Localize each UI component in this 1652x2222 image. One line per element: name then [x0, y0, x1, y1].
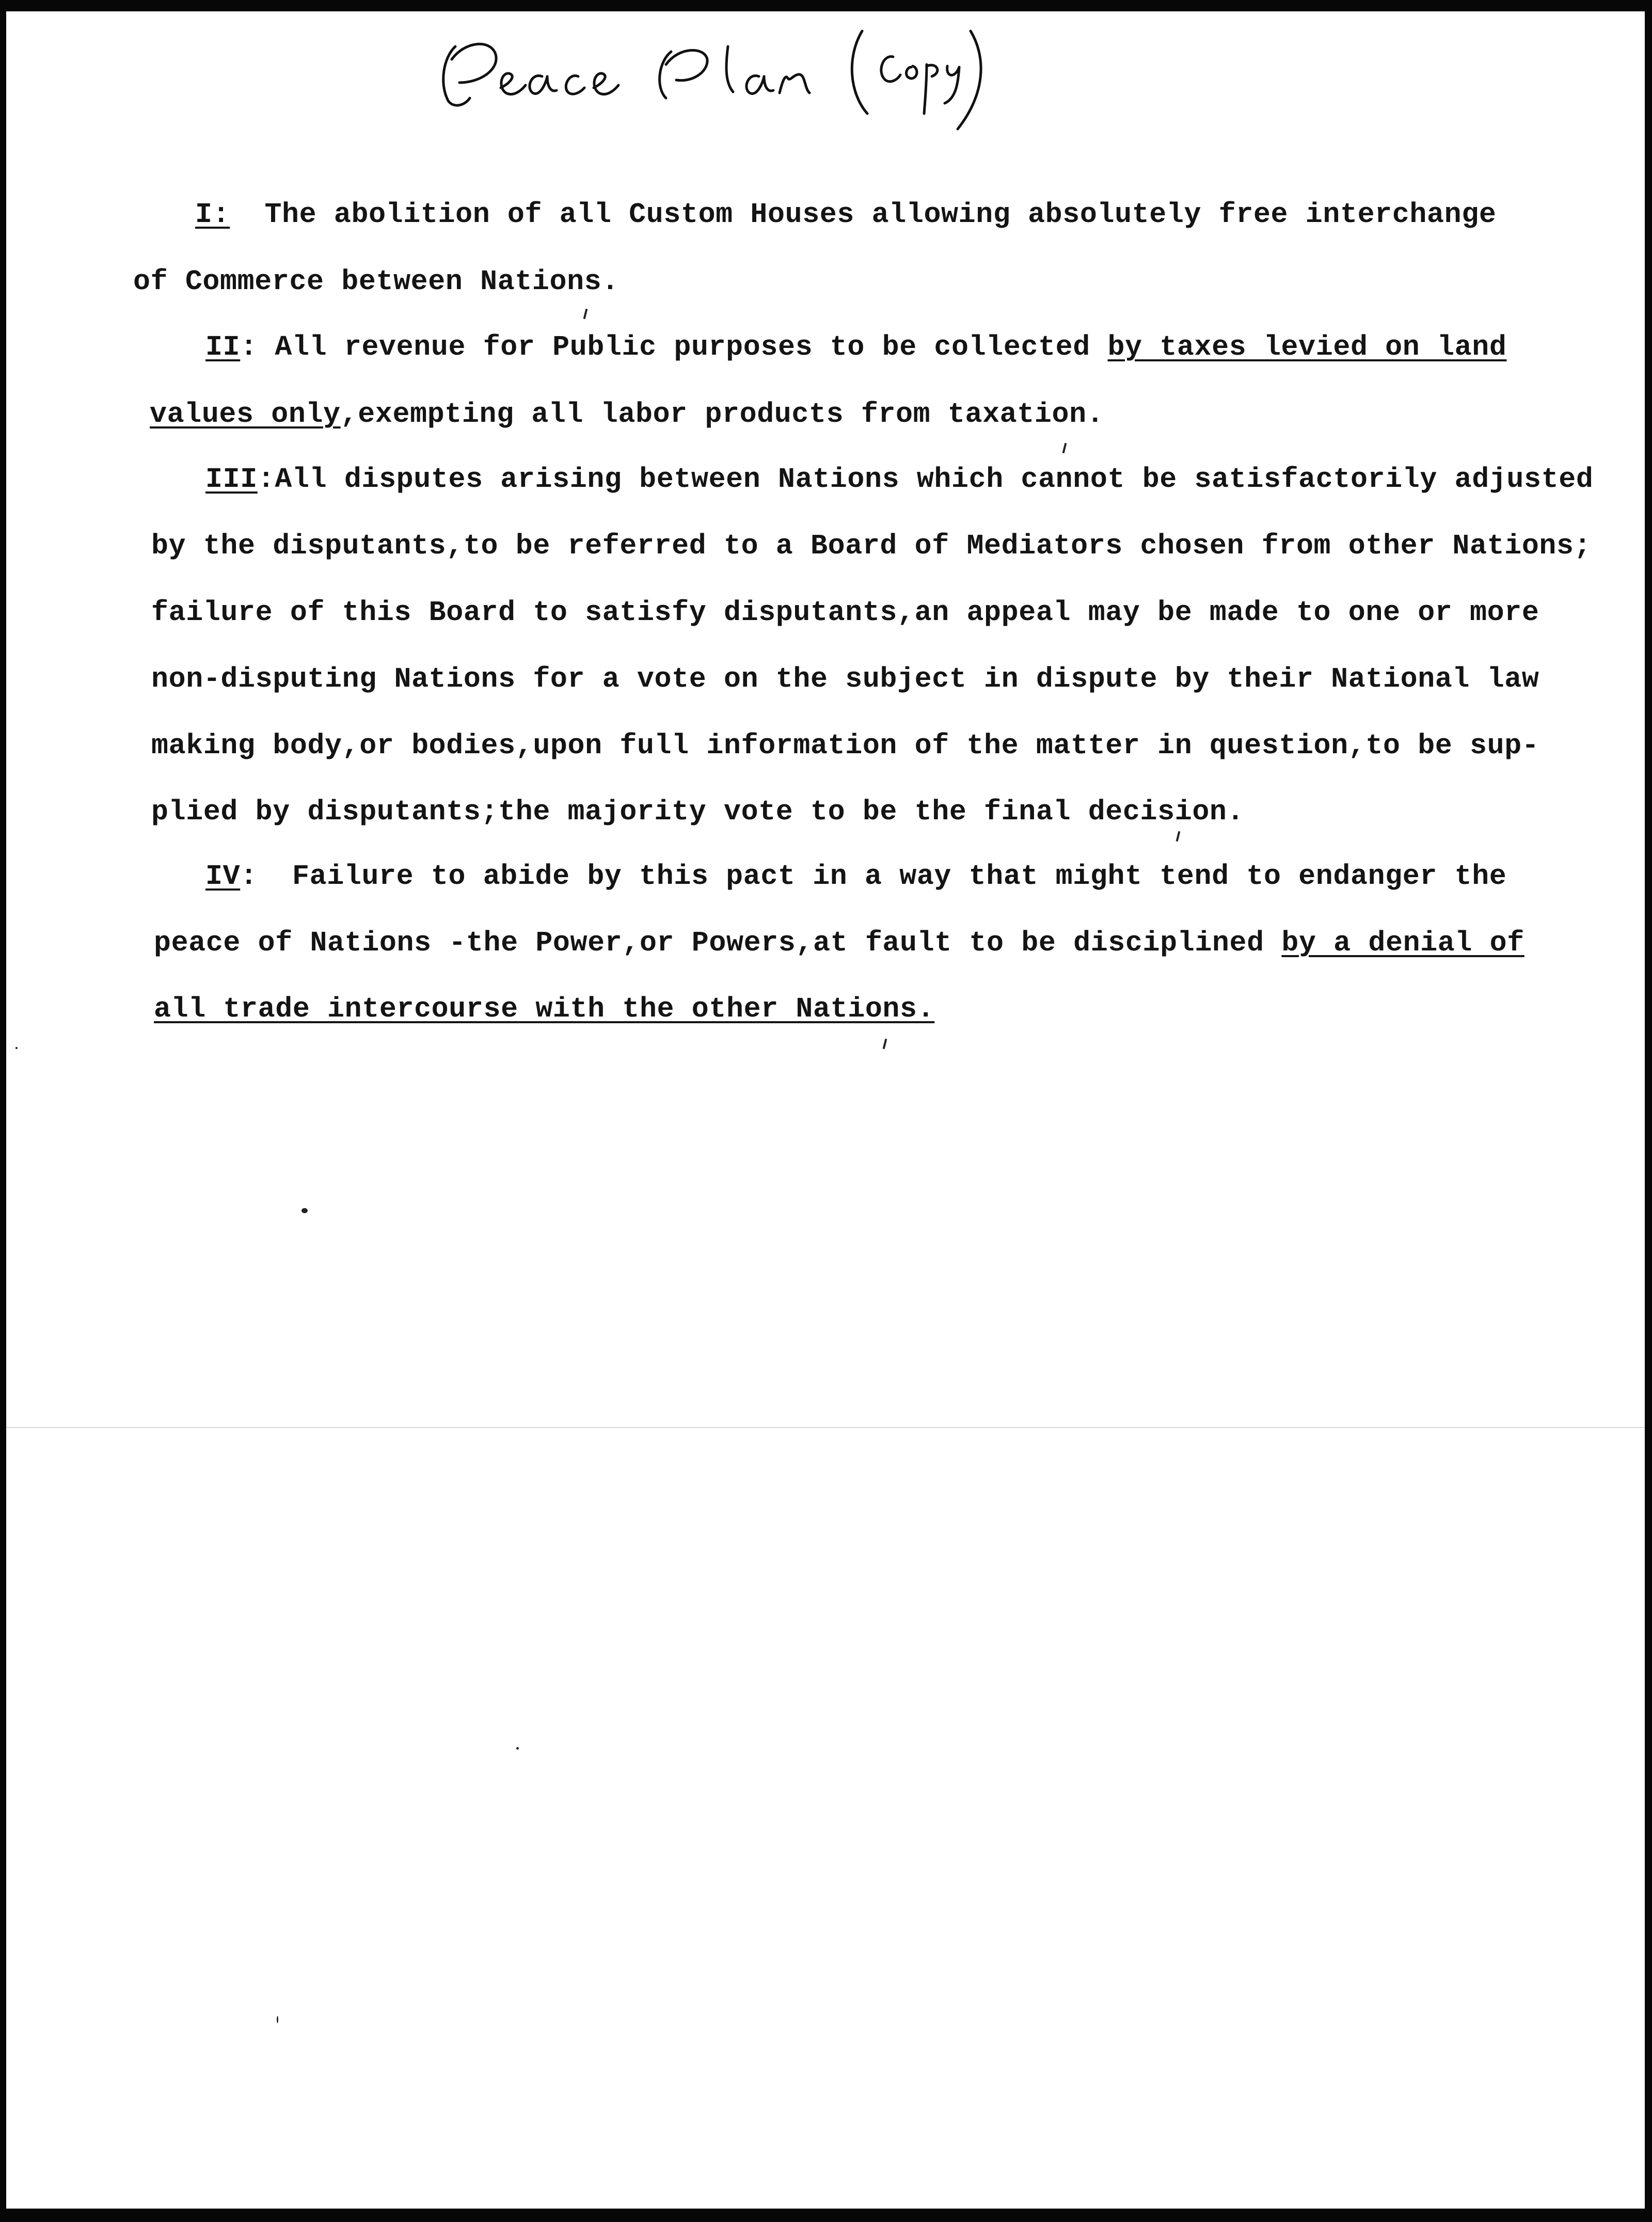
section-iii-line-3 [151, 596, 1539, 630]
section-iv-line-1 [205, 860, 1506, 894]
section-iv-colon: : [240, 860, 258, 893]
section-iii-text-6: plied by disputants;the majority vote to be the final decision. [151, 796, 1245, 828]
scan-speck [516, 1747, 519, 1750]
section-i-numeral: I: [195, 198, 230, 231]
page-fold-line [6, 1427, 1645, 1428]
section-iii-text-5: making body,or bodies,upon full information of the matter in question,to be sup- [151, 729, 1539, 762]
section-ii-underlined-1: by taxes levied on land [1107, 331, 1507, 363]
pen-mark [883, 1039, 887, 1049]
section-ii-numeral: II [205, 331, 241, 363]
section-iv-underlined-1: by a denial of [1281, 927, 1524, 959]
section-iii-text-4: non-disputing Nations for a vote on the subject in dispute by their National law [151, 663, 1539, 695]
section-iii-line-6 [151, 795, 1244, 829]
section-iii-text-1: :All disputes arising between Nations which cannot be satisfactorily adjusted [257, 463, 1594, 496]
section-iv-underlined-2: all trade intercourse with the other Nations. [154, 993, 935, 1025]
section-iv-text-2: peace of Nations -the Power,or Powers,at fault to be disciplined [154, 927, 1282, 959]
scan-border-left [0, 0, 6, 2222]
scan-speck [277, 2016, 278, 2023]
section-iii-line-2 [151, 529, 1591, 563]
pen-mark [1062, 443, 1067, 453]
section-iii-numeral: III [205, 463, 258, 496]
section-iv-numeral: IV [205, 860, 241, 893]
section-iii-line-5 [151, 729, 1539, 763]
scan-border-top [0, 0, 1652, 11]
handwritten-title [423, 10, 1094, 160]
section-iv-line-2 [154, 926, 1524, 960]
section-i-text-2: of Commerce between Nations. [133, 265, 619, 298]
section-iii-line-1 [205, 463, 1593, 497]
pen-mark [1176, 831, 1181, 842]
section-ii-text-2: ,exempting all labor products from taxation. [340, 398, 1104, 431]
section-iv-line-3 [154, 992, 934, 1026]
scan-border-bottom [0, 2209, 1652, 2222]
section-i-line-1 [195, 198, 1496, 232]
section-ii-underlined-2: values only [150, 398, 341, 431]
scan-speck [301, 1208, 308, 1213]
section-ii-line-1 [205, 330, 1506, 364]
section-ii-line-2 [150, 398, 1104, 432]
scan-border-right [1645, 0, 1652, 2222]
handwritten-title-signature [423, 10, 1094, 160]
scan-speck [15, 1047, 18, 1049]
section-iii-text-3: failure of this Board to satisfy disputants,an appeal may be made to one or more [151, 596, 1539, 629]
section-iv-text-1: Failure to abide by this pact in a way that might tend to endanger the [257, 860, 1507, 893]
section-iii-line-4 [151, 662, 1539, 696]
section-i-line-2 [133, 265, 619, 299]
pen-mark [583, 309, 588, 319]
section-ii-text-1: : All revenue for Public purposes to be collected [240, 331, 1108, 363]
section-iii-text-2: by the disputants,to be referred to a Board of Mediators chosen from other Nations; [151, 530, 1592, 562]
section-i-text-1: The abolition of all Custom Houses allowing absolutely free interchange [264, 198, 1497, 231]
